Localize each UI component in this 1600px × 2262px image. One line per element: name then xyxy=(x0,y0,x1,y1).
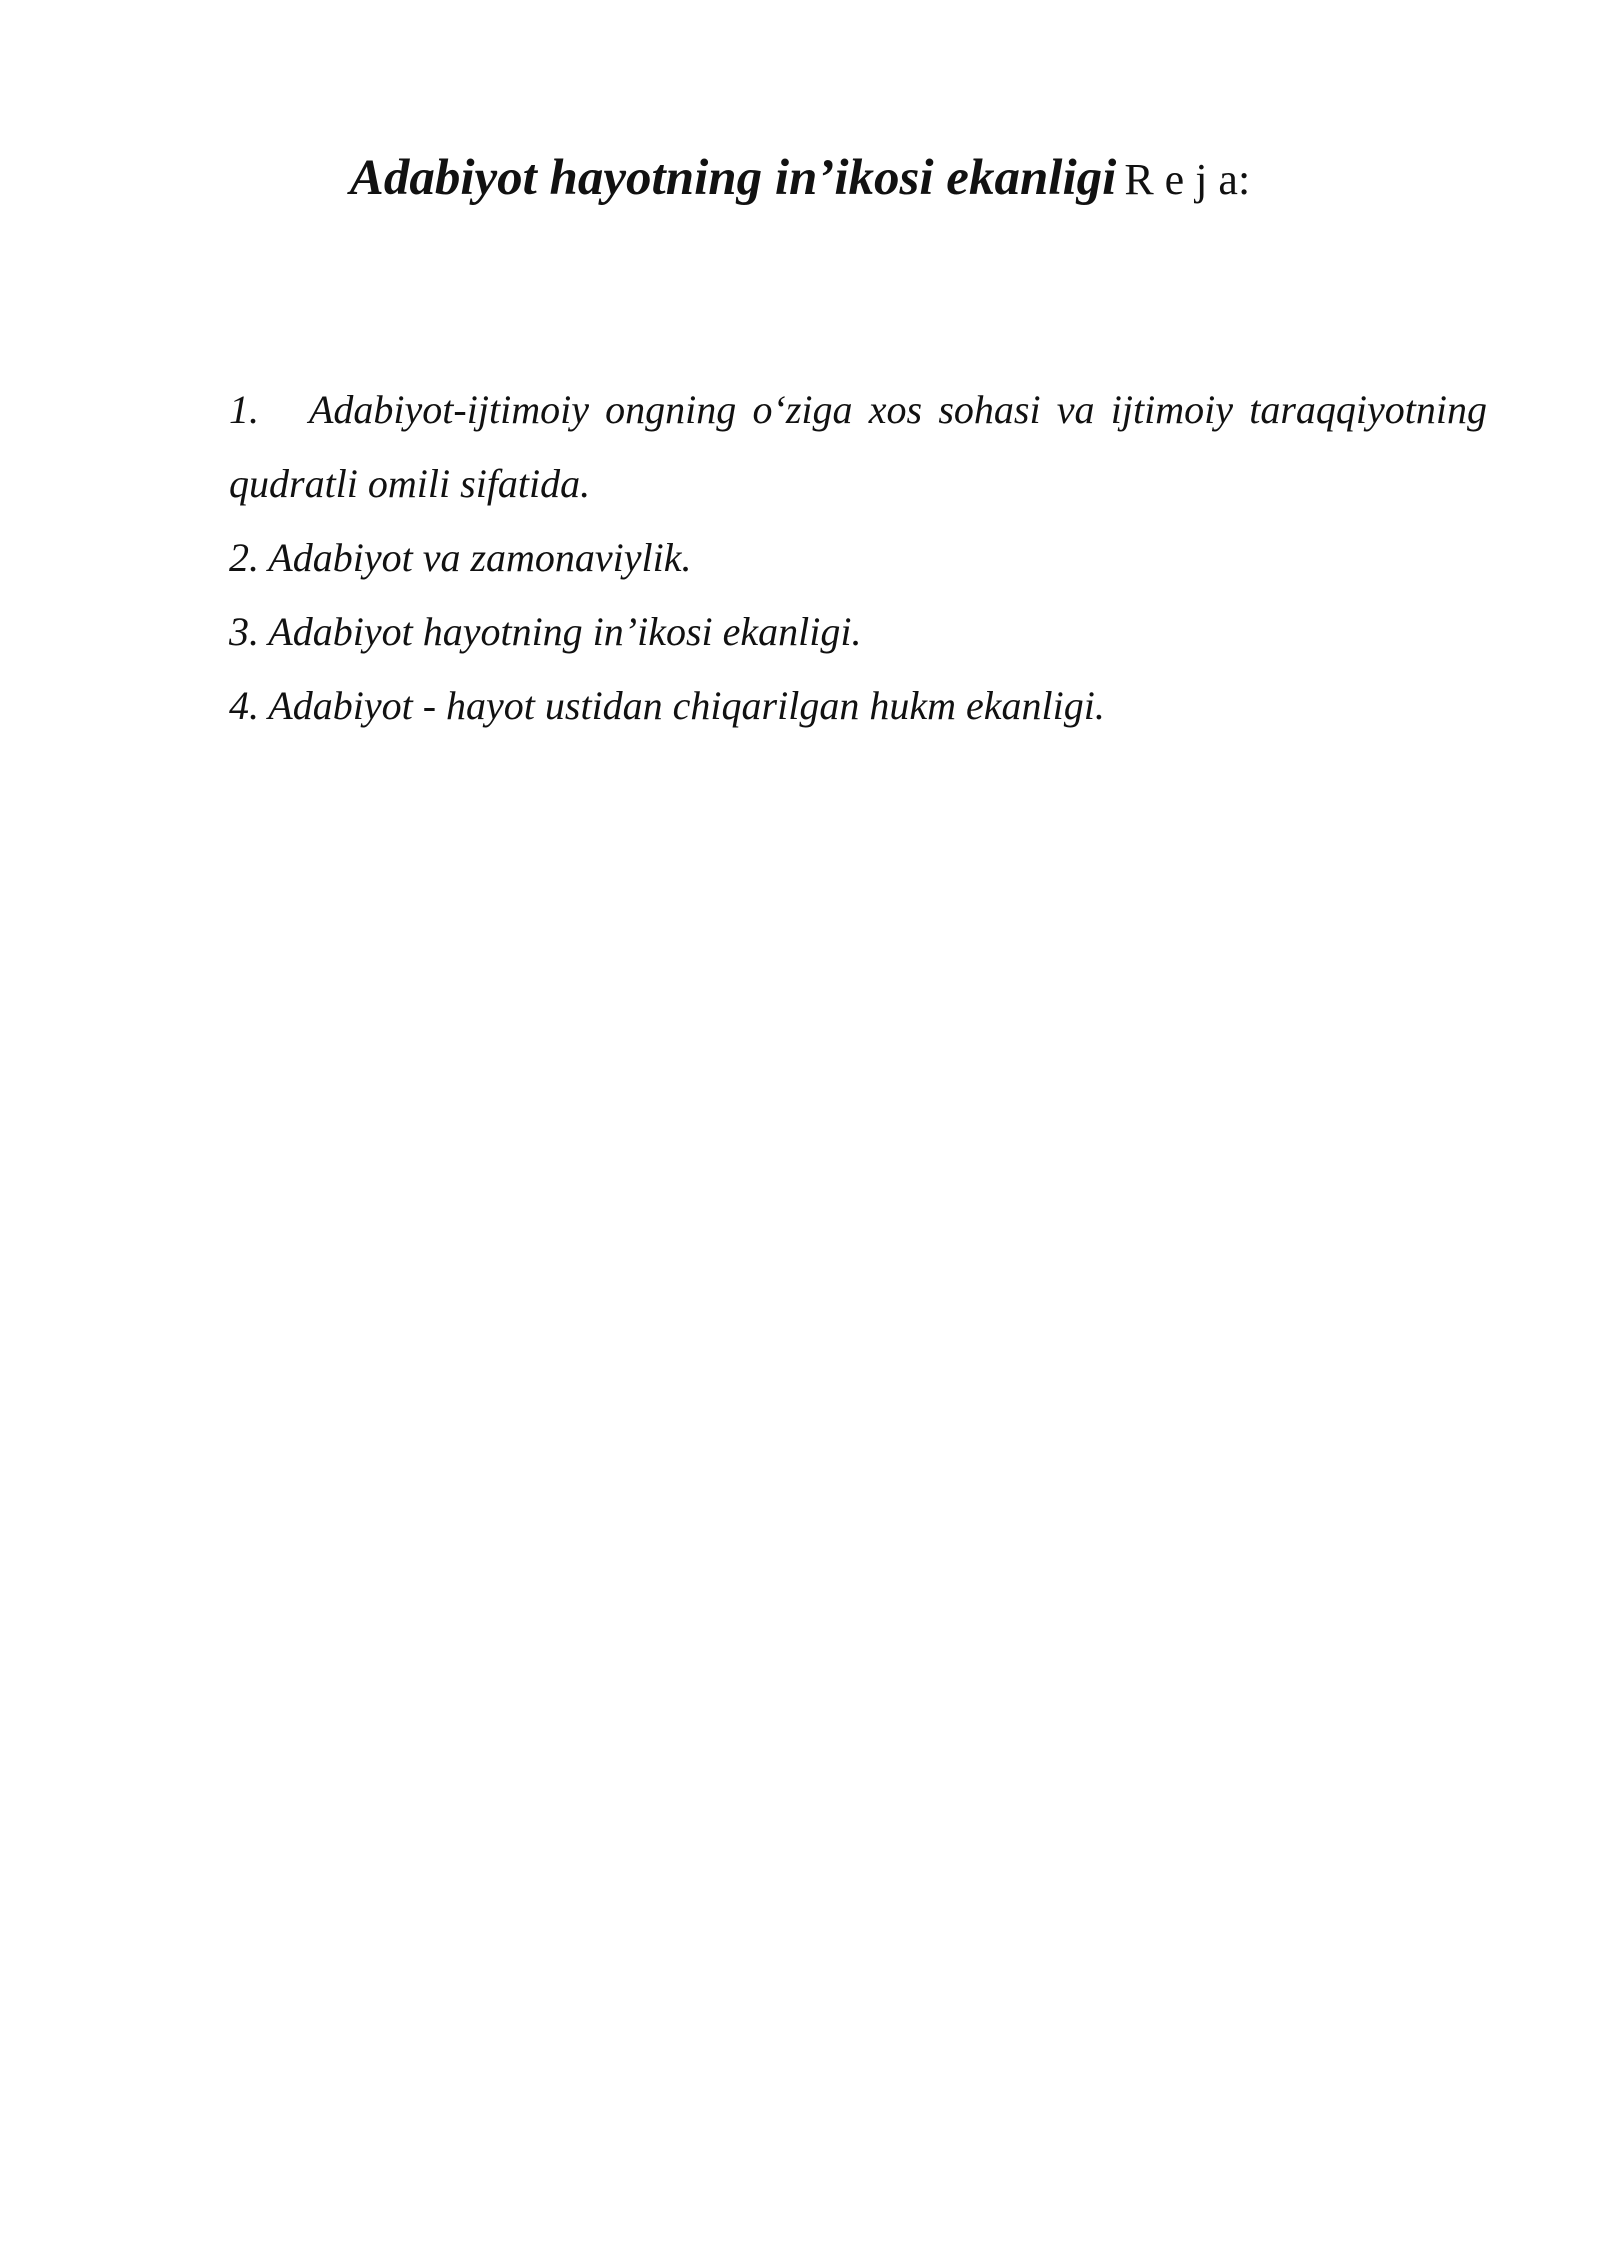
plan-item-2 xyxy=(229,521,1487,595)
plan-item-text: Adabiyot - hayot ustidan chiqarilgan hukm ekanligi. xyxy=(268,683,1105,728)
plan-item-number: 3. xyxy=(229,609,259,654)
plan-item-4 xyxy=(229,669,1487,743)
plan-item-number: 2. xyxy=(229,535,259,580)
plan-item-text: Adabiyot-ijtimoiy ongning o‘ziga xos sohasi va ijtimoiy taraqqiyotning qudratli omili sifatida. xyxy=(229,387,1487,506)
plan-item-1 xyxy=(229,373,1487,521)
plan-item-number: 1. xyxy=(229,387,259,432)
document-title xyxy=(0,148,1600,209)
plan-item-3 xyxy=(229,595,1487,669)
plan-item-text: Adabiyot hayotning in’ikosi ekanligi. xyxy=(268,609,862,654)
title-reja: R e j a: xyxy=(1124,155,1251,204)
plan-item-text: Adabiyot va zamonaviylik. xyxy=(268,535,692,580)
plan-list xyxy=(229,373,1487,743)
title-main: Adabiyot hayotning in’ikosi ekanligi xyxy=(349,150,1117,206)
plan-item-number: 4. xyxy=(229,683,259,728)
